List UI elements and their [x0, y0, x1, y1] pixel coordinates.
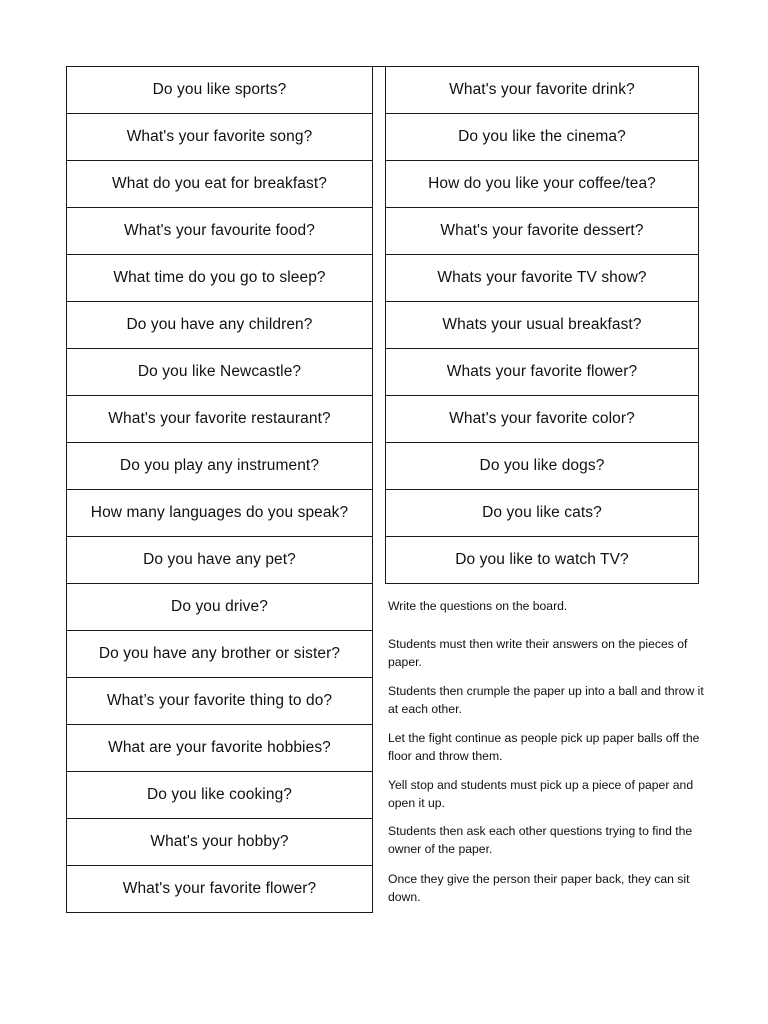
question-card: [66, 302, 373, 349]
question-text: Do you like to watch TV?: [455, 551, 629, 568]
question-text: Do you have any brother or sister?: [98, 645, 341, 662]
question-text: Do you like cats?: [482, 504, 602, 521]
column-gap: [373, 66, 385, 583]
question-text: What's your favorite dessert?: [440, 222, 644, 239]
question-card: [66, 819, 373, 866]
question-text: Do you like cooking?: [146, 786, 293, 803]
question-text: Do you like the cinema?: [458, 128, 626, 145]
question-card: [385, 537, 699, 584]
question-text: How many languages do you speak?: [90, 504, 349, 521]
question-text: Whats your usual breakfast?: [442, 316, 642, 333]
question-text: Do you drive?: [171, 598, 268, 615]
question-card: [385, 114, 699, 161]
question-card: [66, 866, 373, 913]
question-card: [385, 396, 699, 443]
question-text: Do you like dogs?: [479, 457, 605, 474]
question-card: [66, 396, 373, 443]
question-text: Whats your favorite TV show?: [437, 269, 647, 286]
instruction-step: Once they give the person their paper back, they can sit down.: [388, 872, 690, 904]
instruction-step: Students then crumple the paper up into a ball and throw it at each other.: [388, 684, 704, 716]
question-card: [385, 302, 699, 349]
question-text: What's your favorite song?: [126, 128, 313, 145]
question-card: [66, 114, 373, 161]
instruction-step: Yell stop and students must pick up a piece of paper and open it up.: [388, 778, 694, 810]
question-card: [385, 208, 699, 255]
question-text: Whats your favorite flower?: [446, 363, 638, 380]
question-card: [385, 349, 699, 396]
instruction-step: Students then ask each other questions trying to find the owner of the paper.: [388, 824, 693, 856]
question-card: [66, 161, 373, 208]
question-card: [66, 443, 373, 490]
question-text: What's your favorite restaurant?: [108, 410, 331, 427]
question-text: What's your favorite flower?: [122, 880, 317, 897]
question-card: [66, 349, 373, 396]
question-text: What's your favorite color?: [449, 410, 635, 427]
question-text: What's your favourite food?: [124, 222, 315, 239]
question-card: [66, 66, 373, 114]
question-text: Do you like Newcastle?: [137, 363, 302, 380]
question-text: Do you play any instrument?: [119, 457, 320, 474]
question-text: Do you have any pet?: [143, 551, 296, 568]
question-text: How do you like your coffee/tea?: [428, 175, 656, 192]
question-text: What do you eat for breakfast?: [112, 175, 327, 192]
question-text: What time do you go to sleep?: [113, 269, 326, 286]
question-card: [66, 208, 373, 255]
instruction-step: Students must then write their answers on the pieces of paper.: [388, 637, 688, 669]
question-text: What’s your favorite thing to do?: [106, 692, 333, 709]
question-text: What's your favorite drink?: [449, 81, 635, 98]
question-text: Do you have any children?: [126, 316, 313, 333]
question-card: [385, 490, 699, 537]
question-card: [66, 772, 373, 819]
question-text: What are your favorite hobbies?: [108, 739, 331, 756]
question-card: [66, 255, 373, 302]
instruction-step: Let the fight continue as people pick up paper balls off the floor and throw them.: [388, 731, 700, 763]
question-card: [66, 678, 373, 725]
question-card: [66, 584, 373, 631]
instruction-step: Write the questions on the board.: [388, 599, 568, 613]
question-card: [385, 443, 699, 490]
question-text: Do you like sports?: [152, 81, 287, 98]
question-card: [385, 161, 699, 208]
question-card: [385, 66, 699, 114]
question-card: [66, 537, 373, 584]
question-card: [385, 255, 699, 302]
question-card: [66, 725, 373, 772]
question-card: [66, 631, 373, 678]
question-card: [66, 490, 373, 537]
question-text: What's your hobby?: [150, 833, 289, 850]
